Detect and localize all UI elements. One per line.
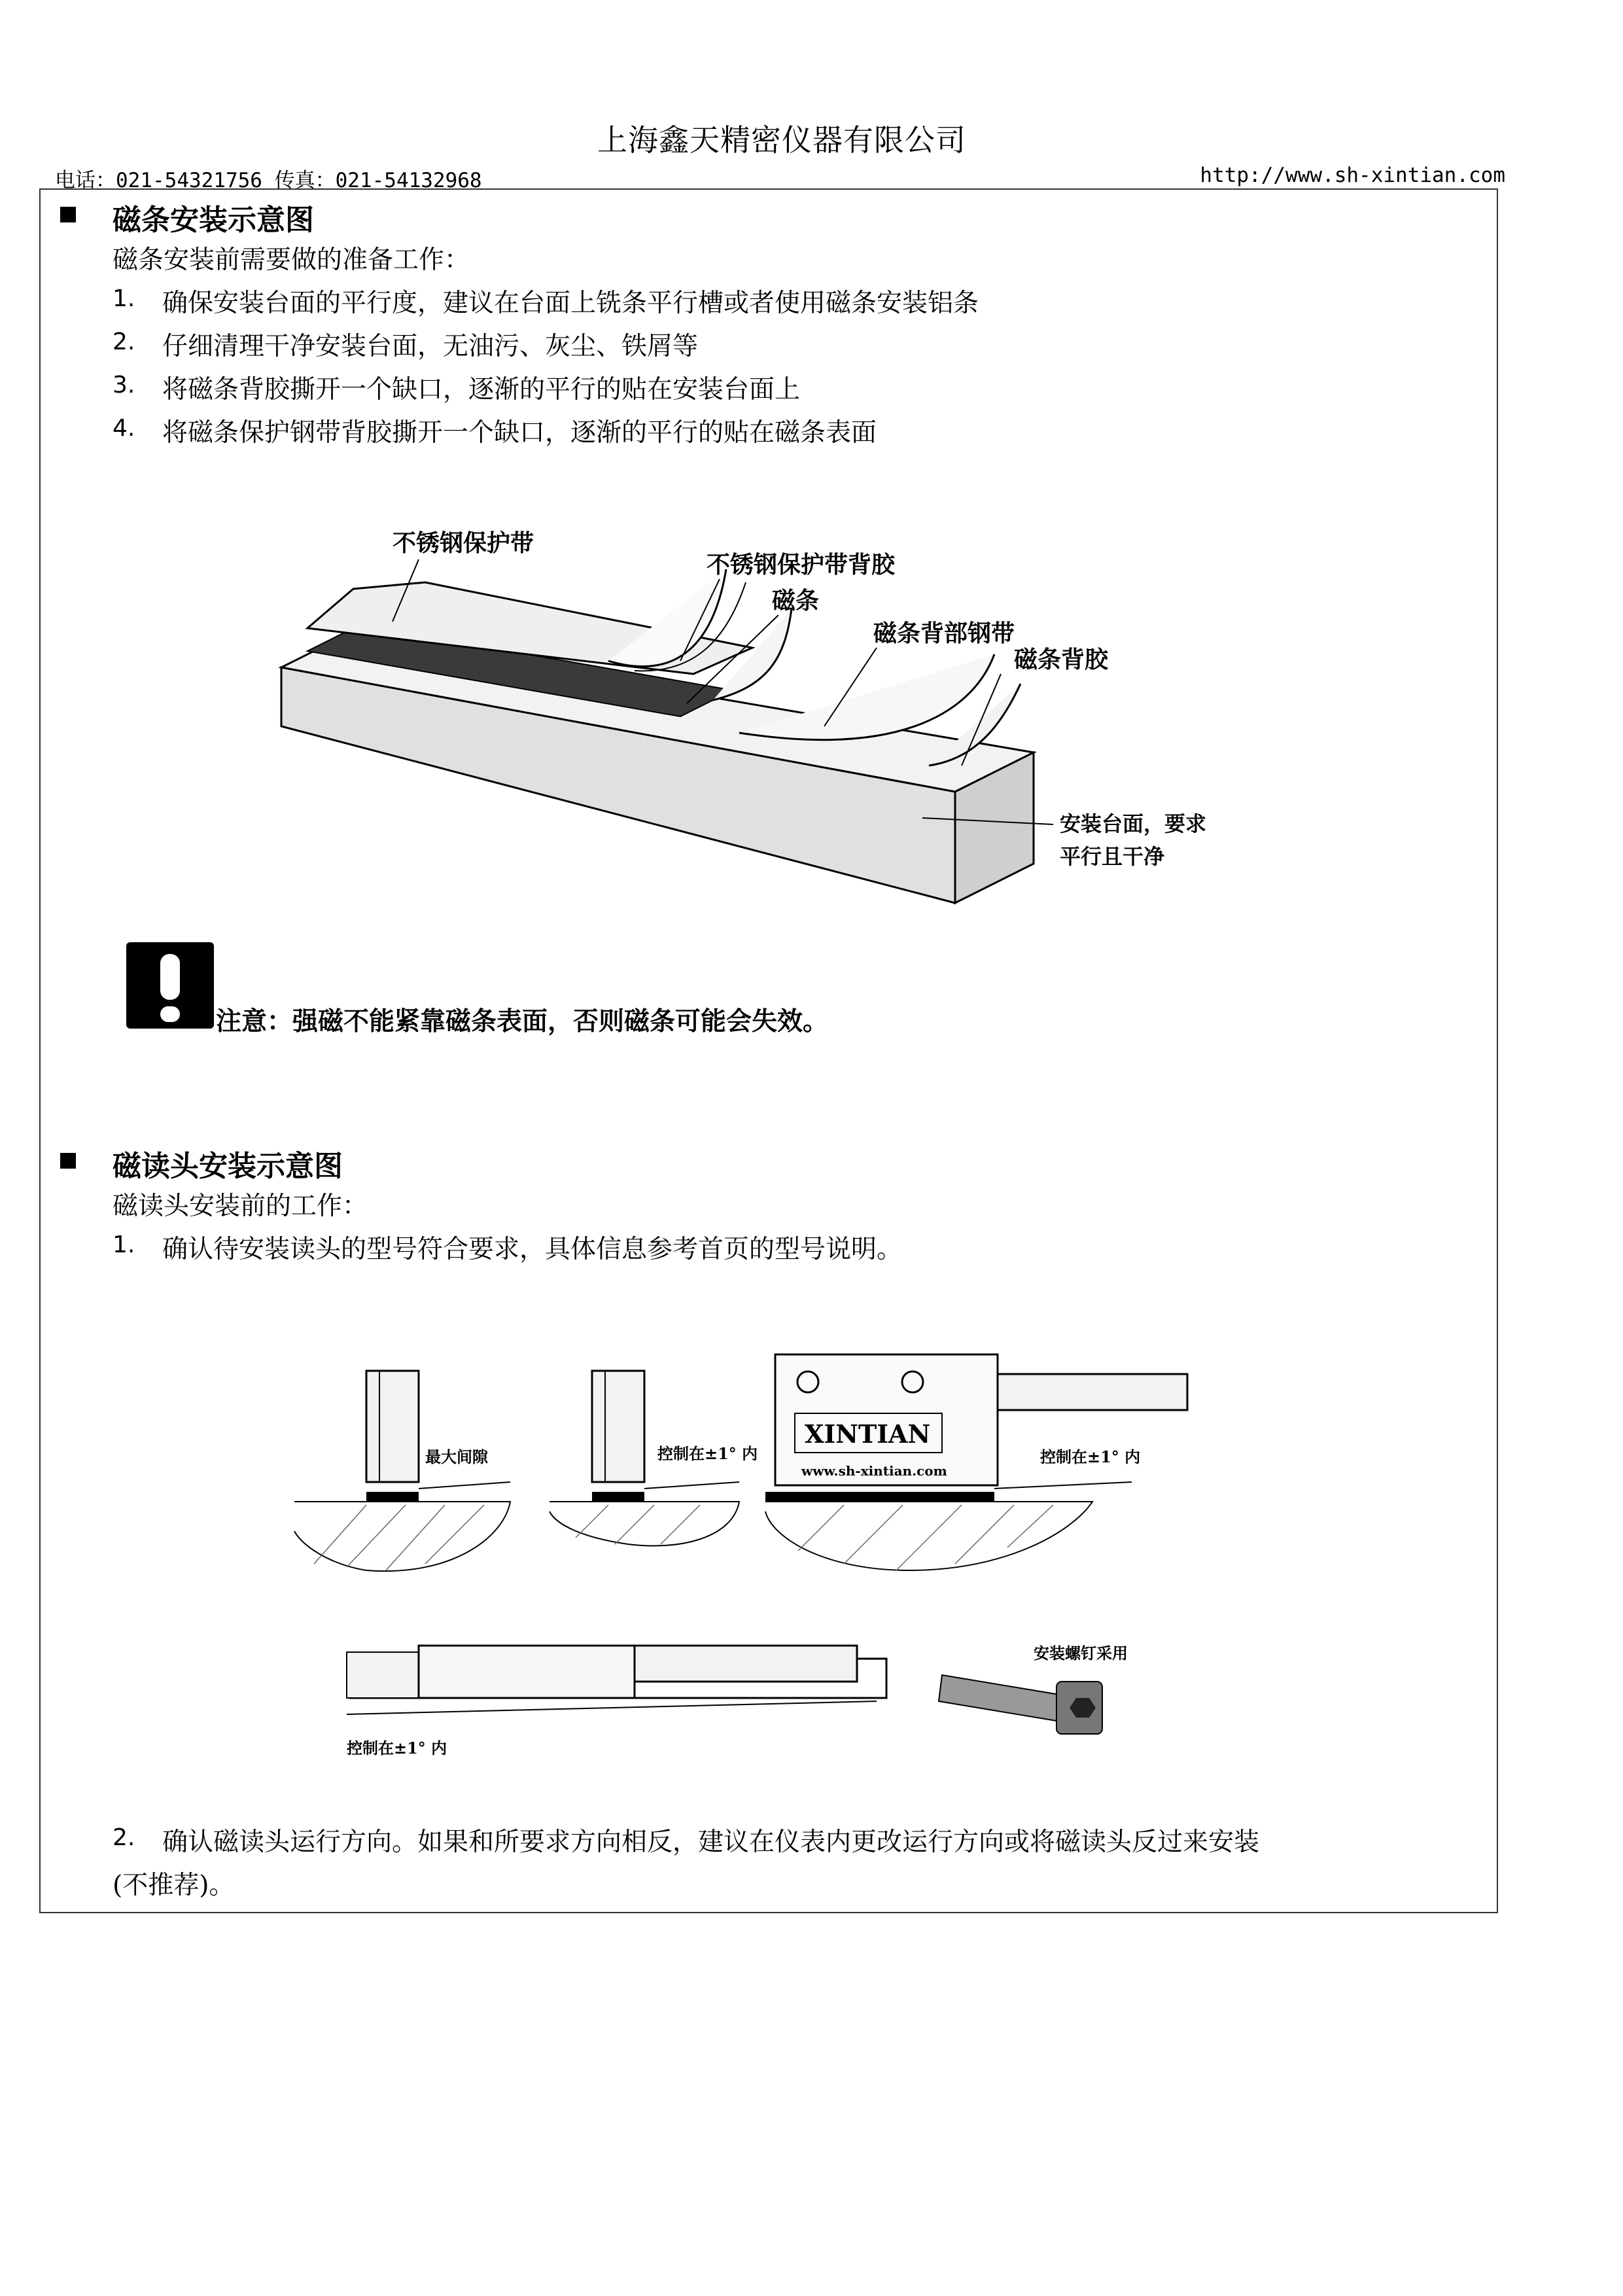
list-number: 2. [113,1824,135,1851]
label-surface-line2: 平行且干净 [1060,844,1165,869]
list-number: 1. [113,285,135,312]
list-item: 确保安装台面的平行度，建议在台面上铣条平行槽或者使用磁条安装铝条 [162,289,979,318]
brand-text: XINTIAN [805,1419,931,1449]
list-item: 仔细清理干净安装台面，无油污、灰尘、铁屑等 [162,332,699,361]
strip-installation-diagram [268,510,1236,929]
section-intro: 磁条安装前需要做的准备工作： [113,245,470,275]
list-item: 确认磁读头运行方向。如果和所要求方向相反，建议在仪表内更改运行方向或将磁读头反过来安装 [162,1828,1260,1857]
section-title-strip: 磁条安装示意图 [113,203,314,237]
screw-icon [939,1675,1102,1734]
label-max-gap: 最大间隙 [425,1447,488,1466]
company-name: 上海鑫天精密仪器有限公司 [597,122,966,158]
section-bullet [60,207,76,222]
label-steel-tape-adhesive: 不锈钢保护带背胶 [707,551,896,578]
label-screw: 安装螺钉采用 [1034,1644,1128,1663]
section-title-reader: 磁读头安装示意图 [113,1150,343,1183]
label-control-c: 控制在±1° 内 [347,1739,447,1757]
section-intro: 磁读头安装前的工作： [113,1192,368,1221]
list-number: 2. [113,328,135,355]
phone-fax: 电话：021-54321756 传真：021-54132968 [55,169,482,192]
section-bullet [60,1153,76,1169]
label-strip: 磁条 [772,587,820,614]
list-number: 4. [113,415,135,442]
label-surface-line1: 安装台面，要求 [1060,811,1207,836]
list-item: 将磁条保护钢带背胶撕开一个缺口，逐渐的平行的贴在磁条表面 [162,418,877,448]
warning-icon [126,942,214,1029]
website-url[interactable]: http://www.sh-xintian.com [1200,164,1505,187]
list-item: 将磁条背胶撕开一个缺口，逐渐的平行的贴在安装台面上 [162,375,801,404]
list-number: 1. [113,1231,135,1258]
label-steel-tape: 不锈钢保护带 [393,529,534,557]
list-item: 确认待安装读头的型号符合要求，具体信息参考首页的型号说明。 [162,1235,903,1264]
warning-text: 注意：强磁不能紧靠磁条表面，否则磁条可能会失效。 [216,1007,829,1036]
label-back-steel: 磁条背部钢带 [873,620,1015,647]
label-back-adhesive: 磁条背胶 [1014,646,1109,673]
list-number: 3. [113,372,135,398]
site-text: www.sh-xintian.com [801,1463,947,1479]
label-control-b: 控制在±1° 内 [1040,1447,1141,1466]
label-control-a: 控制在±1° 内 [657,1444,758,1463]
list-item-continuation: (不推荐)。 [113,1871,235,1900]
reader-installation-diagram [288,1322,1230,1780]
